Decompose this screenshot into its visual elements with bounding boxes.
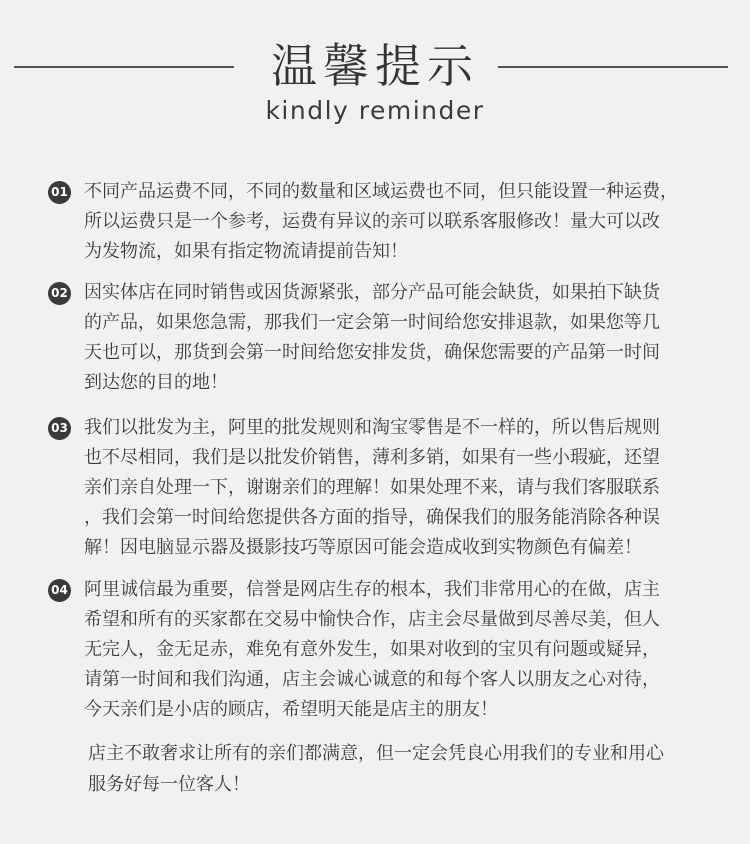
number-badge: 02 [48,282,71,305]
text-line: 希望和所有的买家都在交易中愉快合作，店主会尽量做到尽善尽美，但人 [84,609,660,630]
number-badge: 01 [48,181,71,204]
header [0,0,750,140]
text-line: 今天亲们是小店的顾店，希望明天能是店主的朋友！ [84,699,498,720]
text-line: 解！因电脑显示器及摄影技巧等原因可能会造成收到实物颜色有偏差！ [84,537,642,558]
text-line: 也不尽相同，我们是以批发价销售，薄利多销，如果有一些小瑕疵，还望 [84,447,660,468]
text-line: ，我们会第一时间给您提供各方面的指导，确保我们的服务能消除各种误 [84,507,660,528]
text-line: 店主不敢奢求让所有的亲们都满意，但一定会凭良心用我们的专业和用心 [88,743,664,764]
number-badge: 03 [48,417,71,440]
right-divider-line [498,66,728,68]
text-line: 阿里诚信最为重要，信誉是网店生存的根本，我们非常用心的在做，店主 [84,579,660,600]
reminder-item-4 [48,575,708,725]
text-line: 的产品，如果您急需，那我们一定会第一时间给您安排退款，如果您等几 [84,312,660,333]
text-line: 我们以批发为主，阿里的批发规则和淘宝零售是不一样的，所以售后规则 [84,417,660,438]
text-line: 无完人，金无足赤，难免有意外发生，如果对收到的宝贝有问题或疑异， [84,639,660,660]
page-title: 温馨提示 [271,39,479,93]
text-line: 到达您的目的地！ [84,372,228,393]
reminder-item-1 [48,177,708,267]
text-line: 服务好每一位客人！ [88,774,250,795]
text-line: 天也可以，那货到会第一时间给您安排发货，确保您需要的产品第一时间 [84,342,660,363]
text-line: 亲们亲自处理一下，谢谢亲们的理解！如果处理不来，请与我们客服联系 [84,477,660,498]
number-badge: 04 [48,579,71,602]
text-line: 不同产品运费不同，不同的数量和区域运费也不同，但只能设置一种运费， [84,181,678,202]
reminder-text [84,177,708,267]
reminder-text [84,413,708,563]
text-line: 所以运费只是一个参考，运费有异议的亲可以联系客服修改！量大可以改 [84,211,660,232]
text-line: 为发物流，如果有指定物流请提前告知！ [84,241,408,262]
closing-note [88,738,708,800]
reminder-text [84,575,708,725]
reminder-item-3 [48,413,708,563]
reminder-text [84,278,708,398]
text-line: 因实体店在同时销售或因货源紧张，部分产品可能会缺货，如果拍下缺货 [84,282,660,303]
page-subtitle: kindly reminder [265,96,485,125]
reminder-item-2 [48,278,708,398]
text-line: 请第一时间和我们沟通，店主会诚心诚意的和每个客人以朋友之心对待， [84,669,660,690]
